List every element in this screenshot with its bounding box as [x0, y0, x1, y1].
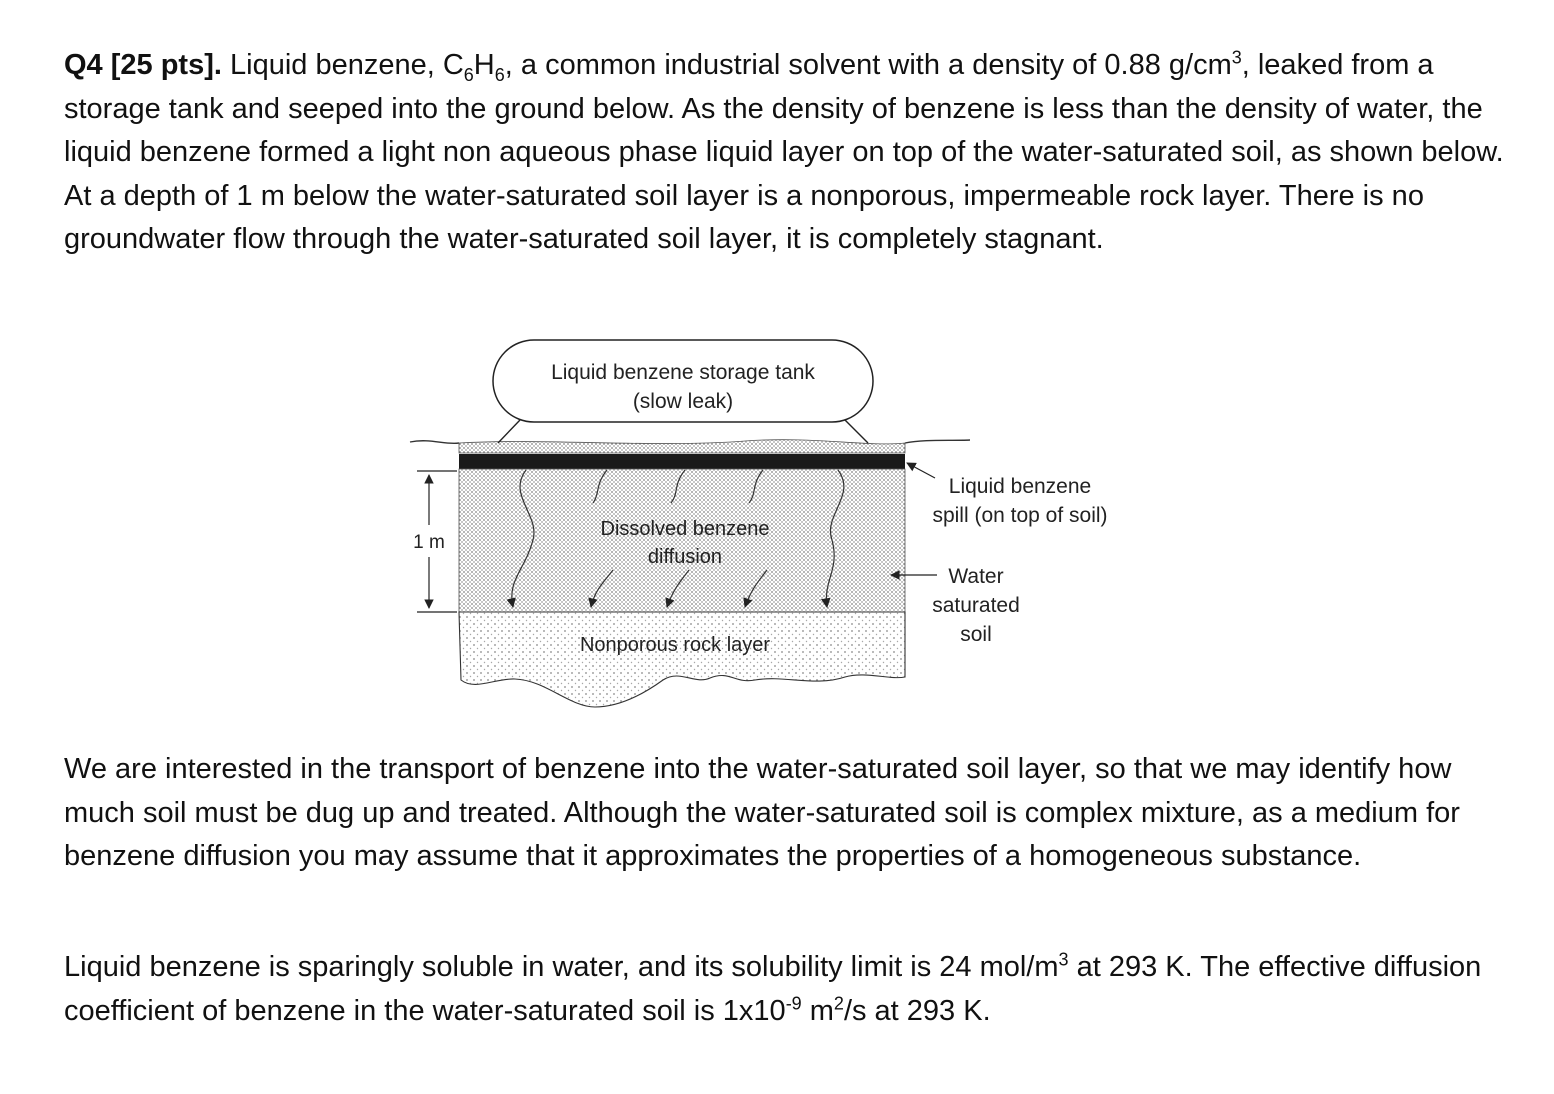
tank-leg: [845, 420, 868, 443]
formula-subscript: 6: [463, 64, 474, 85]
unit-text: /s at 293 K.: [843, 994, 991, 1027]
coefficient-exponent: -9: [785, 992, 802, 1013]
surface-soil-band: [459, 440, 905, 453]
solubility-text: Liquid benzene is sparingly soluble in water, and its solubility limit is 24 mol/m: [64, 951, 1059, 983]
intro-text: Liquid benzene, C: [221, 49, 464, 81]
intro-text: , a common industrial solvent with a density of 0.88 g/cm: [504, 49, 1232, 81]
tank-label-line2: (slow leak): [632, 390, 734, 413]
problem-statement: [64, 44, 1504, 262]
benzene-spill-layer: [459, 454, 905, 469]
diffusion-text: at 293 K. The effective diffusion coefficient of benzene in the water-saturated soil is 1x10: [64, 951, 1482, 1027]
unit-text: m: [801, 994, 834, 1027]
diffusion-label-line1: Dissolved benzene: [600, 518, 770, 540]
tank-label-line1: Liquid benzene storage tank: [551, 361, 815, 384]
intro-text: , leaked from a storage tank and seeped into the ground below. As the density of benzene is less than the density of water, the liquid benzene formed a light non aqueous phase liquid layer on top of the water-saturated soil, as shown below. At a depth of 1 m below the water-saturated soil layer is a nonporous, impermeable rock layer. There is no groundwater flow through the water-saturated soil layer, it is completely stagnant.: [64, 49, 1504, 256]
solubility-exponent: 3: [1058, 949, 1069, 970]
density-exponent: 3: [1231, 47, 1242, 68]
depth-label: 1 m: [413, 532, 445, 553]
diffusion-label-line2: diffusion: [647, 546, 723, 568]
formula-h: H: [473, 49, 495, 81]
spill-label-line1: Liquid benzene: [948, 475, 1092, 498]
paragraph-transport: We are interested in the transport of benzene into the water-saturated soil layer, so that we may identify how much soil must be dug up and treated. Although the water-saturated soil is complex mixture, as a medium for benzene diffusion you may assume that it approximates the properties of a homogeneous substance.: [64, 753, 1460, 873]
soil-label-line3: soil: [960, 623, 992, 646]
paragraph-solubility: [64, 946, 1504, 1033]
soil-label-line1: Water: [948, 565, 1004, 588]
tank-leg: [498, 420, 520, 443]
soil-label-line2: saturated: [932, 594, 1020, 617]
water-saturated-soil: [459, 469, 905, 612]
unit-exponent: 2: [833, 992, 844, 1013]
formula-subscript: 6: [494, 64, 505, 85]
question-heading: Q4 [25 pts].: [64, 49, 222, 81]
rock-layer-label: Nonporous rock layer: [579, 634, 771, 656]
nonporous-rock-layer: [459, 612, 905, 707]
benzene-spill-diagram: [395, 335, 1155, 725]
spill-label-line2: spill (on top of soil): [932, 504, 1108, 527]
spill-pointer-arrow: [907, 463, 935, 478]
